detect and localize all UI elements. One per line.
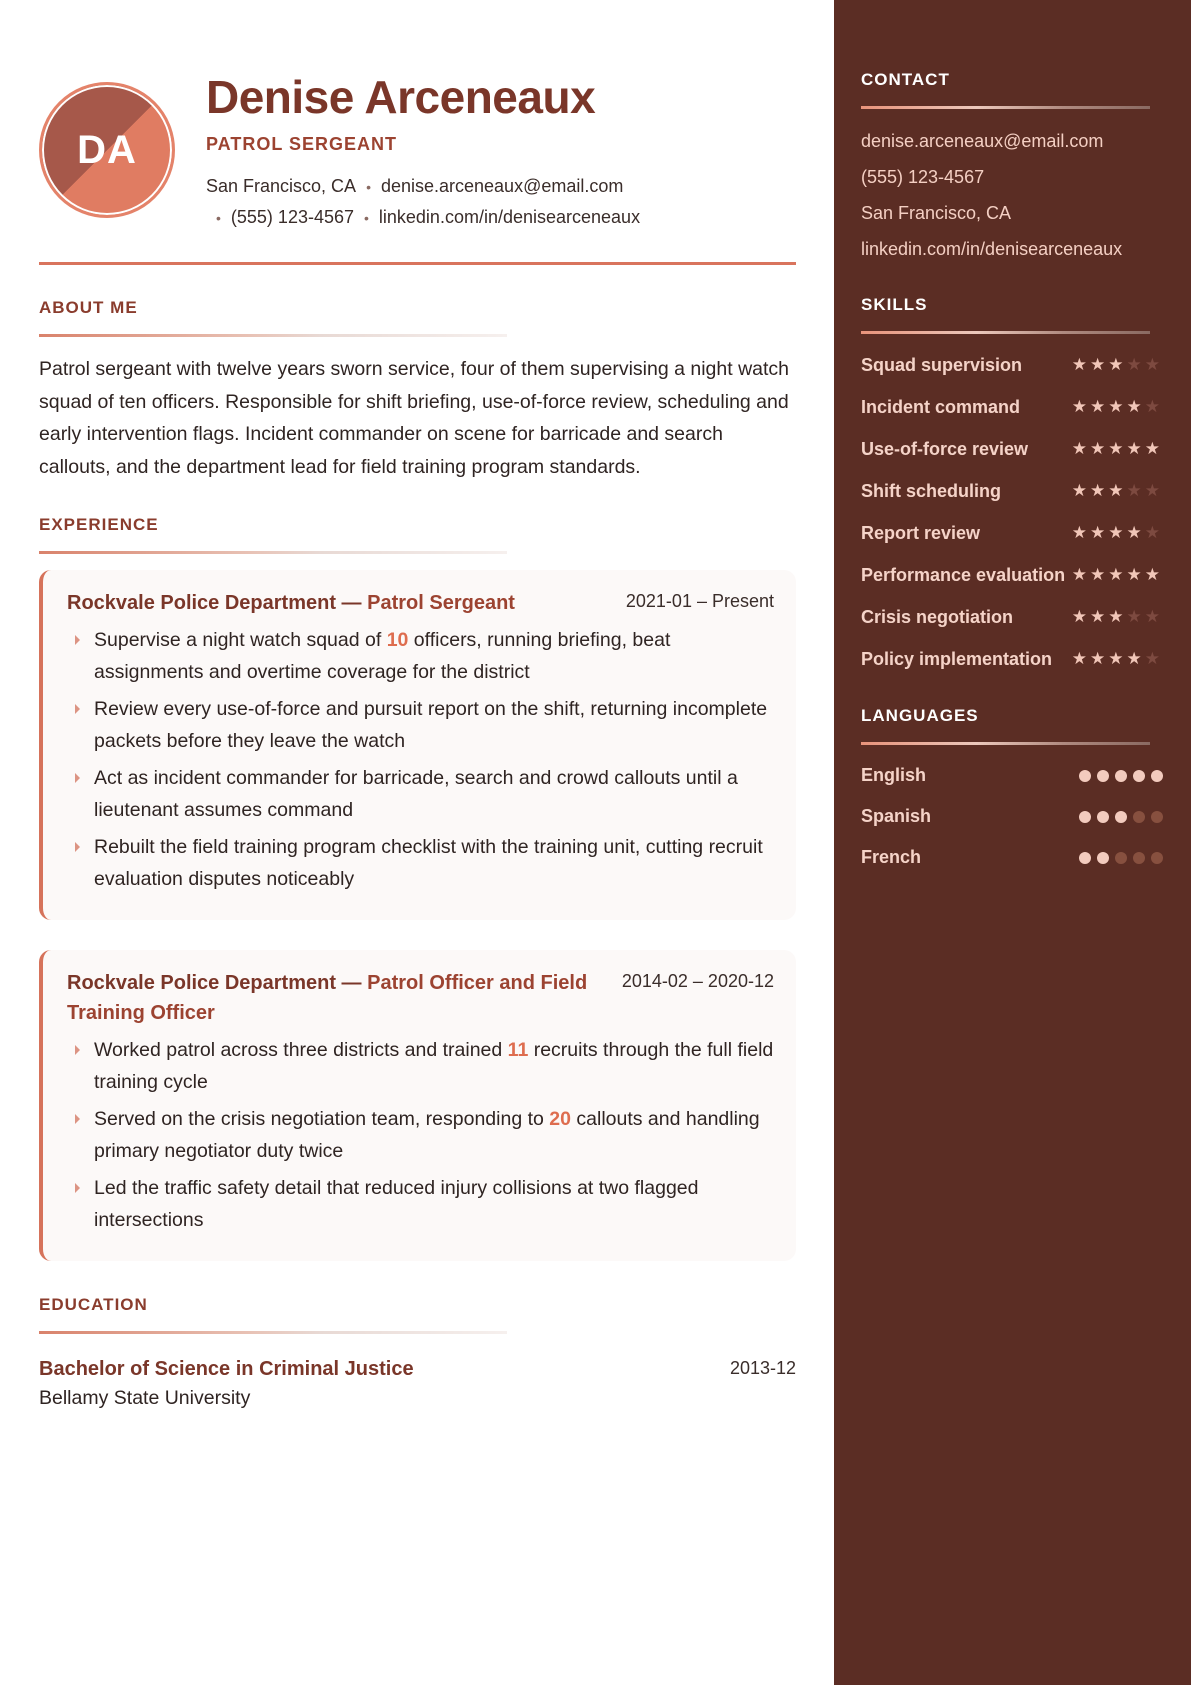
- skill-row: [861, 428, 1163, 470]
- experience-heading: EXPERIENCE: [39, 515, 159, 534]
- star-icon: ★: [1126, 481, 1145, 500]
- job-header: [67, 968, 774, 1028]
- skill-name: Report review: [861, 523, 981, 543]
- bullet-text: Rebuilt the field training program checklist with the training unit, cutting recruit evaluation disputes noticeably: [94, 836, 763, 890]
- avatar: [39, 82, 175, 218]
- contact-line-2: [216, 207, 640, 228]
- dot-icon: [1151, 852, 1163, 864]
- header-phone[interactable]: (555) 123-4567: [230, 207, 354, 227]
- star-icon: ★: [1144, 523, 1163, 542]
- star-icon: ★: [1090, 355, 1109, 374]
- star-icon: ★: [1108, 481, 1127, 500]
- star-icon: ★: [1071, 355, 1090, 374]
- language-row: [861, 796, 1163, 837]
- job-bullet: [67, 693, 774, 757]
- bullet-number: 11: [507, 1039, 529, 1061]
- dot-icon: [1115, 852, 1127, 864]
- skill-name: Policy implementation: [861, 649, 1053, 669]
- star-icon: ★: [1108, 565, 1127, 584]
- job-bullet: [67, 1034, 774, 1098]
- star-icon: ★: [1144, 649, 1163, 668]
- avatar-initials: DA: [77, 127, 137, 172]
- job-heading: [67, 968, 622, 1028]
- language-name: English: [861, 765, 927, 785]
- star-icon: ★: [1126, 565, 1145, 584]
- skill-row: [861, 470, 1163, 512]
- bullet-text: Led the traffic safety detail that reduced injury collisions at two flagged intersections: [94, 1177, 699, 1231]
- skill-name: Shift scheduling: [861, 481, 1002, 501]
- star-icon: ★: [1071, 439, 1090, 458]
- star-icon: ★: [1144, 439, 1163, 458]
- section-divider: [39, 551, 507, 554]
- languages-list: [861, 755, 1163, 878]
- star-icon: ★: [1090, 397, 1109, 416]
- star-icon: ★: [1144, 565, 1163, 584]
- job-bullets: [67, 1034, 774, 1236]
- job-entry: [39, 950, 796, 1261]
- star-icon: ★: [1126, 355, 1145, 374]
- job-bullet: [67, 1172, 774, 1236]
- job-header: [67, 588, 774, 618]
- star-icon: ★: [1108, 523, 1127, 542]
- bullet-text: Supervise a night watch squad of: [94, 629, 387, 651]
- dot-icon: [1115, 811, 1127, 823]
- skill-name: Crisis negotiation: [861, 607, 1014, 627]
- section-divider: [39, 334, 507, 337]
- skill-row: [861, 638, 1163, 680]
- star-icon: ★: [1108, 607, 1127, 626]
- skill-rating: [1072, 565, 1163, 585]
- skill-row: [861, 596, 1163, 638]
- skill-name: Performance evaluation: [861, 565, 1066, 585]
- job-title: PATROL SERGEANT: [206, 134, 398, 154]
- bullet-text: Act as incident commander for barricade, search and crowd callouts until a lieutenant assumes command: [94, 767, 738, 821]
- job-bullets: [67, 624, 774, 895]
- separator-dot: •: [216, 210, 221, 226]
- star-icon: ★: [1108, 355, 1127, 374]
- skill-rating: [1072, 649, 1163, 669]
- bullet-text: recruits through the full field training cycle: [94, 1039, 774, 1093]
- skills-heading: SKILLS: [861, 295, 928, 314]
- language-rating: [1079, 852, 1163, 864]
- star-icon: ★: [1090, 439, 1109, 458]
- language-name: French: [861, 847, 922, 867]
- about-heading: ABOUT ME: [39, 298, 138, 317]
- dot-icon: [1133, 852, 1145, 864]
- dot-icon: [1115, 770, 1127, 782]
- bullet-number: 10: [386, 629, 409, 651]
- contact-heading: CONTACT: [861, 70, 950, 89]
- dot-icon: [1079, 811, 1091, 823]
- separator-dot: •: [364, 210, 369, 226]
- job-role: Patrol Sergeant: [367, 592, 515, 614]
- dot-icon: [1079, 770, 1091, 782]
- star-icon: ★: [1071, 397, 1090, 416]
- skill-rating: [1072, 355, 1163, 375]
- experience-list: [39, 570, 834, 1261]
- education-entry: [39, 1358, 796, 1381]
- resume-header: [39, 70, 796, 266]
- dot-icon: [1151, 811, 1163, 823]
- star-icon: ★: [1071, 481, 1090, 500]
- star-icon: ★: [1126, 523, 1145, 542]
- skills-list: [861, 344, 1163, 680]
- language-rating: [1079, 811, 1163, 823]
- bullet-text: Review every use-of-force and pursuit report on the shift, returning incomplete packets before they leave the watch: [94, 698, 768, 752]
- star-icon: ★: [1090, 565, 1109, 584]
- education-heading: EDUCATION: [39, 1295, 148, 1314]
- education-degree: Bachelor of Science in Criminal Justice: [39, 1358, 414, 1380]
- star-icon: ★: [1126, 439, 1145, 458]
- sidebar-divider: [861, 331, 1150, 334]
- language-rating: [1079, 770, 1163, 782]
- star-icon: ★: [1071, 649, 1090, 668]
- star-icon: ★: [1108, 649, 1127, 668]
- section-divider: [39, 1331, 507, 1334]
- sidebar: [834, 0, 1191, 1685]
- skill-name: Use-of-force review: [861, 439, 1029, 459]
- sidebar-divider: [861, 742, 1150, 745]
- dot-icon: [1097, 770, 1109, 782]
- header-location: San Francisco, CA: [206, 176, 357, 196]
- separator-dot: •: [366, 179, 371, 195]
- star-icon: ★: [1144, 397, 1163, 416]
- bullet-text: callouts and handling primary negotiator duty twice: [94, 1108, 760, 1162]
- skill-name: Incident command: [861, 397, 1021, 417]
- language-name: Spanish: [861, 806, 932, 826]
- star-icon: ★: [1090, 523, 1109, 542]
- job-organization: Rockvale Police Department: [67, 972, 336, 994]
- skill-rating: [1072, 607, 1163, 627]
- contact-list: [861, 123, 1163, 267]
- header-linkedin[interactable]: linkedin.com/in/denisearceneaux: [378, 207, 641, 227]
- job-organization: Rockvale Police Department: [67, 592, 336, 614]
- star-icon: ★: [1071, 565, 1090, 584]
- star-icon: ★: [1126, 649, 1145, 668]
- skill-rating: [1072, 481, 1163, 501]
- job-bullet: [67, 762, 774, 826]
- job-entry: [39, 570, 796, 920]
- star-icon: ★: [1108, 397, 1127, 416]
- star-icon: ★: [1071, 607, 1090, 626]
- star-icon: ★: [1071, 523, 1090, 542]
- sidebar-divider: [861, 106, 1150, 109]
- contact-phone[interactable]: (555) 123-4567: [861, 167, 985, 187]
- star-icon: ★: [1090, 607, 1109, 626]
- dot-icon: [1097, 852, 1109, 864]
- bullet-text: officers, running briefing, beat assignments and overtime coverage for the district: [94, 629, 671, 683]
- contact-linkedin[interactable]: linkedin.com/in/denisearceneaux: [861, 239, 1123, 259]
- education-school: Bellamy State University: [39, 1387, 251, 1409]
- job-bullet: [67, 1103, 774, 1167]
- skill-rating: [1072, 397, 1163, 417]
- dot-icon: [1151, 770, 1163, 782]
- contact-location: San Francisco, CA: [861, 203, 1012, 223]
- language-row: [861, 837, 1163, 878]
- header-email[interactable]: denise.arceneaux@email.com: [380, 176, 624, 196]
- contact-line-1: [206, 176, 623, 197]
- job-dates: 2021-01 – Present: [625, 591, 774, 611]
- job-bullet: [67, 624, 774, 688]
- education-date: 2013-12: [729, 1358, 796, 1378]
- languages-heading: LANGUAGES: [861, 706, 979, 725]
- skill-row: [861, 512, 1163, 554]
- dot-icon: [1133, 811, 1145, 823]
- dot-icon: [1079, 852, 1091, 864]
- skill-rating: [1072, 523, 1163, 543]
- skill-row: [861, 554, 1163, 596]
- dot-icon: [1133, 770, 1145, 782]
- job-role: Patrol Officer and Field Training Officer: [67, 972, 588, 1024]
- bullet-text: Served on the crisis negotiation team, responding to: [94, 1108, 550, 1130]
- star-icon: ★: [1144, 355, 1163, 374]
- language-row: [861, 755, 1163, 796]
- job-bullet: [67, 831, 774, 895]
- star-icon: ★: [1144, 607, 1163, 626]
- star-icon: ★: [1108, 439, 1127, 458]
- header-divider: [39, 262, 796, 265]
- dot-icon: [1097, 811, 1109, 823]
- star-icon: ★: [1126, 397, 1145, 416]
- skill-row: [861, 344, 1163, 386]
- job-heading: [67, 588, 515, 618]
- job-heading-separator: —: [336, 972, 368, 994]
- job-dates: 2014-02 – 2020-12: [621, 971, 774, 991]
- star-icon: ★: [1126, 607, 1145, 626]
- bullet-text: Worked patrol across three districts and trained: [94, 1039, 508, 1061]
- job-heading-separator: —: [336, 592, 368, 614]
- skill-rating: [1072, 439, 1163, 459]
- candidate-name: Denise Arceneaux: [206, 71, 596, 123]
- contact-email[interactable]: denise.arceneaux@email.com: [861, 131, 1104, 151]
- skill-name: Squad supervision: [861, 355, 1023, 375]
- star-icon: ★: [1090, 649, 1109, 668]
- star-icon: ★: [1090, 481, 1109, 500]
- star-icon: ★: [1144, 481, 1163, 500]
- bullet-number: 20: [549, 1108, 571, 1130]
- skill-row: [861, 386, 1163, 428]
- about-text: Patrol sergeant with twelve years sworn service, four of them supervising a night watch squad of ten officers. Responsible for shift briefing, use-of-force review, scheduling and early intervention flags. Incident commander on scene for barricade and search callouts, and the department lead for field training program standards.: [39, 358, 790, 478]
